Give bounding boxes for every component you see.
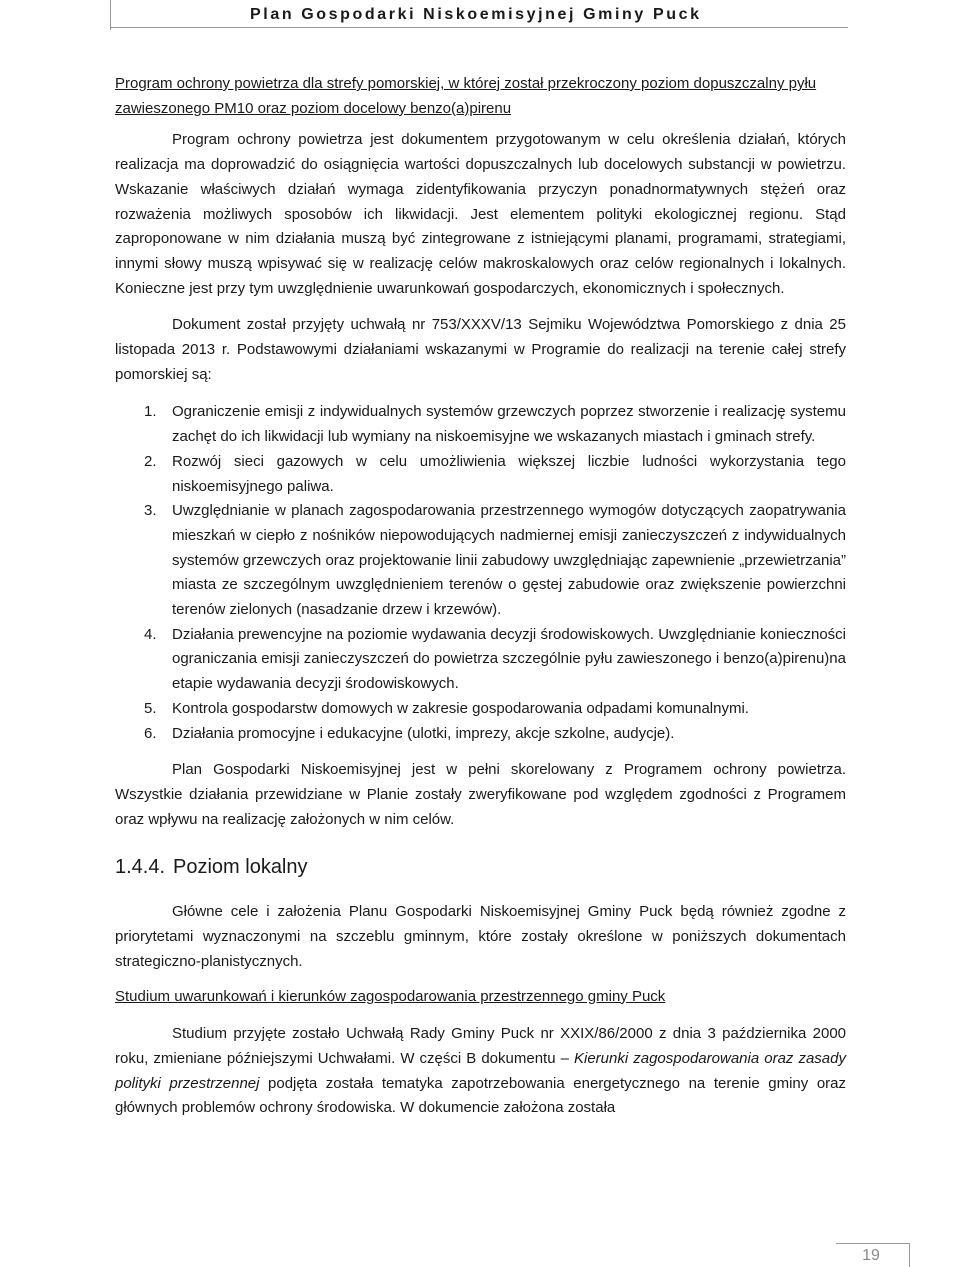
list-item-number: 3. — [144, 502, 157, 520]
program-paragraph-1: Program ochrony powietrza jest dokumentem przygotowanym w celu określenia działań, których realizacja ma doprowadzić do osiągnięcia wartości dopuszczalnych lub docelowych substancji w powietrzu. Wskazanie właściwych działań wymaga zidentyfikowania przyczyn ponadnormatywnych stężeń oraz rozważenia możliwych sposobów ich likwidacji. Jest elementem polityki ekologicznej regionu. Stąd zaproponowane w nim działania muszą być zintegrowane z istniejącymi planami, programami, strategiami, innymi słowy muszą wpisywać się w realizację celów makroskalowych oraz celów regionalnych i lokalnych. Konieczne jest przy tym uwzględnienie uwarunkowań gospodarczych, ekonomicznych i społecznych. — [115, 131, 846, 297]
list-item-text: Działania promocyjne i edukacyjne (ulotki, imprezy, akcje szkolne, audycje). — [172, 724, 675, 742]
header-underline — [110, 27, 848, 28]
study-text-italic: Kierunki zagospodarowania oraz zasady polityki przestrzennej — [115, 1049, 846, 1092]
header-left-rule — [110, 0, 111, 30]
list-item-text: Uwzględnianie w planach zagospodarowania przestrzennego wymogów dotyczących zaopatrywania mieszkań w ciepło z nośników niepowodujących nadmiernej emisji zanieczyszczeń z indywidualnych systemów grzewczych oraz projektowanie linii zabudowy uwzględniając zapewnienie „przewietrzania” miasta ze szczególnym uwzględnieniem terenów o gęstej zabudowie oraz zwiększenie powierzchni terenów zielonych (nasadzanie drzew i krzewów). — [172, 502, 846, 619]
list-item-number: 2. — [144, 452, 157, 470]
list-item — [115, 623, 846, 697]
footer-right-rule — [909, 1243, 910, 1267]
section-title: Poziom lokalny — [173, 856, 308, 879]
document-header-title: Plan Gospodarki Niskoemisyjnej Gminy Puck — [250, 6, 702, 23]
list-item — [115, 400, 846, 449]
study-title: Studium uwarunkowań i kierunków zagospodarowania przestrzennego gminy Puck — [115, 987, 666, 1005]
footer-rule — [836, 1243, 910, 1244]
program-title: Program ochrony powietrza dla strefy pomorskiej, w której został przekroczony poziom dopuszczalny pyłu zawieszonego PM10 oraz poziom docelowy benzo(a)pirenu — [115, 75, 817, 117]
list-item-number: 6. — [144, 724, 157, 742]
program-paragraph-3: Plan Gospodarki Niskoemisyjnej jest w pełni skorelowany z Programem ochrony powietrza. Wszystkie działania przewidziane w Planie zostały zweryfikowane pod względem zgodności z Programem oraz wpływu na realizację założonych w nim celów. — [115, 761, 846, 828]
list-item — [115, 697, 846, 722]
program-paragraph-2: Dokument został przyjęty uchwałą nr 753/XXXV/13 Sejmiku Województwa Pomorskiego z dnia 25 listopada 2013 r. Podstawowymi działaniami wskazanymi w Programie do realizacji na terenie całej strefy pomorskiej są: — [115, 316, 846, 383]
page-number: 19 — [862, 1247, 880, 1264]
list-item-text: Kontrola gospodarstw domowych w zakresie gospodarowania odpadami komunalnymi. — [172, 699, 749, 717]
list-item — [115, 499, 846, 623]
list-item-text: Rozwój sieci gazowych w celu umożliwienia większej liczbie ludności wykorzystania tego niskoemisyjnego paliwa. — [172, 452, 846, 495]
measures-list — [115, 400, 846, 746]
list-item — [115, 722, 846, 747]
list-item-number: 1. — [144, 403, 157, 421]
list-item-text: Działania prewencyjne na poziomie wydawania decyzji środowiskowych. Uwzględnianie konieczności ograniczania emisji zanieczyszczeń do powietrza szczególnie pyłu zawieszonego i benzo(a)pirenu)na etapie wydawania decyzji środowiskowych. — [172, 625, 846, 693]
list-item-text: Ograniczenie emisji z indywidualnych systemów grzewczych poprzez stworzenie i realizację systemu zachęt do ich likwidacji lub wymiany na niskoemisyjne we wskazanych miastach i gminach strefy. — [172, 403, 846, 446]
list-item-number: 5. — [144, 699, 157, 717]
study-paragraph — [115, 1022, 846, 1121]
study-text-end: podjęta została tematyka zapotrzebowania energetycznego na terenie gminy oraz głównych problemów ochrony środowiska. W dokumencie założona została — [115, 1074, 847, 1117]
local-paragraph-1: Główne cele i założenia Planu Gospodarki Niskoemisyjnej Gminy Puck będą również zgodne z priorytetami wyznaczonymi na szczeblu gminnym, które zostały określone w poniższych dokumentach strategiczno-planistycznych. — [115, 903, 846, 970]
list-item — [115, 450, 846, 499]
page-content — [115, 70, 846, 1121]
program-section-heading — [115, 72, 846, 121]
section-heading — [115, 854, 846, 880]
study-text-start: Studium przyjęte zostało Uchwałą Rady Gminy Puck nr XXIX/86/2000 z dnia 3 października 2000 roku, zmieniane późniejszymi Uchwałami. W części B dokumentu – — [115, 1025, 846, 1067]
section-number: 1.4.4. — [115, 856, 166, 879]
list-item-number: 4. — [144, 625, 157, 643]
